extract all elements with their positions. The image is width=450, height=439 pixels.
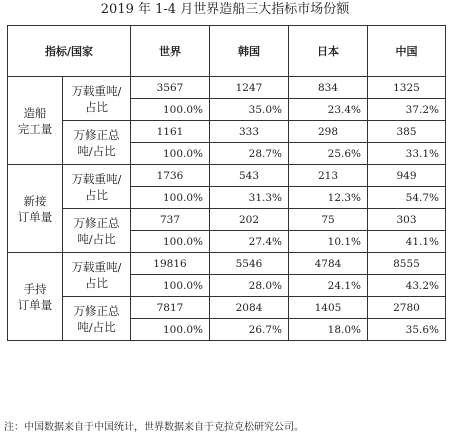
value-cell-world: 3567	[131, 77, 210, 99]
value-cell-japan: 1405	[289, 297, 368, 319]
share-cell-china: 37.2%	[368, 99, 446, 121]
indicator-group-label	[8, 165, 63, 253]
unit-label	[63, 297, 131, 341]
share-cell-china: 41.1%	[368, 231, 446, 253]
value-cell-korea: 333	[210, 121, 289, 143]
share-cell-japan: 18.0%	[289, 319, 368, 341]
table-row	[8, 209, 446, 231]
indicator-group-label-line2: 订单量	[17, 297, 53, 312]
header-country-japan: 日本	[289, 26, 368, 77]
share-cell-world: 100.0%	[131, 319, 210, 341]
share-cell-japan: 24.1%	[289, 275, 368, 297]
value-cell-korea: 1247	[210, 77, 289, 99]
share-cell-korea: 28.7%	[210, 143, 289, 165]
share-cell-world: 100.0%	[131, 143, 210, 165]
indicator-group-label-line2: 订单量	[17, 209, 53, 224]
value-cell-japan: 75	[289, 209, 368, 231]
header-country-china: 中国	[368, 26, 446, 77]
value-cell-korea: 5546	[210, 253, 289, 275]
table-row	[8, 165, 446, 187]
unit-label-line1: 万载重吨/	[71, 171, 122, 186]
unit-label-line1: 万修正总	[73, 303, 120, 318]
unit-label	[63, 121, 131, 165]
unit-label-line1: 万修正总	[73, 127, 120, 142]
value-cell-world: 7817	[131, 297, 210, 319]
value-cell-china: 949	[368, 165, 446, 187]
table-row	[8, 297, 446, 319]
indicator-group-label	[8, 253, 63, 341]
unit-label-line2: 占比	[85, 187, 108, 202]
share-cell-japan: 10.1%	[289, 231, 368, 253]
header-label: 指标/国家	[8, 26, 131, 77]
share-cell-korea: 35.0%	[210, 99, 289, 121]
header-country-korea: 韩国	[210, 26, 289, 77]
share-cell-korea: 26.7%	[210, 319, 289, 341]
share-cell-korea: 27.4%	[210, 231, 289, 253]
value-cell-japan: 834	[289, 77, 368, 99]
table-row	[8, 121, 446, 143]
value-cell-world: 1161	[131, 121, 210, 143]
value-cell-japan: 213	[289, 165, 368, 187]
share-cell-world: 100.0%	[131, 275, 210, 297]
share-cell-china: 43.2%	[368, 275, 446, 297]
share-cell-japan: 25.6%	[289, 143, 368, 165]
value-cell-world: 19816	[131, 253, 210, 275]
unit-label-line1: 万载重吨/	[71, 259, 122, 274]
unit-label	[63, 165, 131, 209]
value-cell-korea: 2084	[210, 297, 289, 319]
value-cell-world: 737	[131, 209, 210, 231]
indicator-group-label	[8, 77, 63, 165]
share-cell-japan: 23.4%	[289, 99, 368, 121]
share-cell-world: 100.0%	[131, 231, 210, 253]
value-cell-world: 1736	[131, 165, 210, 187]
unit-label-line1: 万修正总	[73, 215, 120, 230]
unit-label	[63, 253, 131, 297]
unit-label	[63, 77, 131, 121]
table-row	[8, 253, 446, 275]
table-row	[8, 77, 446, 99]
table-header-row	[8, 26, 446, 77]
unit-label-line2: 吨/占比	[77, 143, 116, 158]
share-cell-korea: 28.0%	[210, 275, 289, 297]
share-cell-world: 100.0%	[131, 187, 210, 209]
share-cell-china: 54.7%	[368, 187, 446, 209]
indicator-group-label-line1: 新接	[23, 193, 47, 208]
market-share-table	[7, 25, 446, 341]
indicator-group-label-line2: 完工量	[17, 121, 53, 136]
share-cell-china: 35.6%	[368, 319, 446, 341]
unit-label	[63, 209, 131, 253]
share-cell-korea: 31.3%	[210, 187, 289, 209]
unit-label-line1: 万载重吨/	[71, 83, 122, 98]
unit-label-line2: 占比	[85, 99, 108, 114]
share-cell-world: 100.0%	[131, 99, 210, 121]
unit-label-line2: 吨/占比	[77, 319, 116, 334]
value-cell-japan: 298	[289, 121, 368, 143]
value-cell-china: 8555	[368, 253, 446, 275]
unit-label-line2: 吨/占比	[77, 231, 116, 246]
value-cell-china: 303	[368, 209, 446, 231]
value-cell-korea: 543	[210, 165, 289, 187]
value-cell-china: 2780	[368, 297, 446, 319]
unit-label-line2: 占比	[85, 275, 108, 290]
footnote: 注：中国数据来自于中国统计，世界数据来自于克拉克松研究公司。	[4, 422, 304, 433]
share-cell-china: 33.1%	[368, 143, 446, 165]
indicator-group-label-line1: 造船	[23, 105, 47, 120]
value-cell-china: 1325	[368, 77, 446, 99]
header-country-world: 世界	[131, 26, 210, 77]
page-title: 2019 年 1-4 月世界造船三大指标市场份额	[100, 2, 350, 17]
value-cell-korea: 202	[210, 209, 289, 231]
share-cell-japan: 12.3%	[289, 187, 368, 209]
value-cell-japan: 4784	[289, 253, 368, 275]
indicator-group-label-line1: 手持	[23, 281, 47, 296]
value-cell-china: 385	[368, 121, 446, 143]
